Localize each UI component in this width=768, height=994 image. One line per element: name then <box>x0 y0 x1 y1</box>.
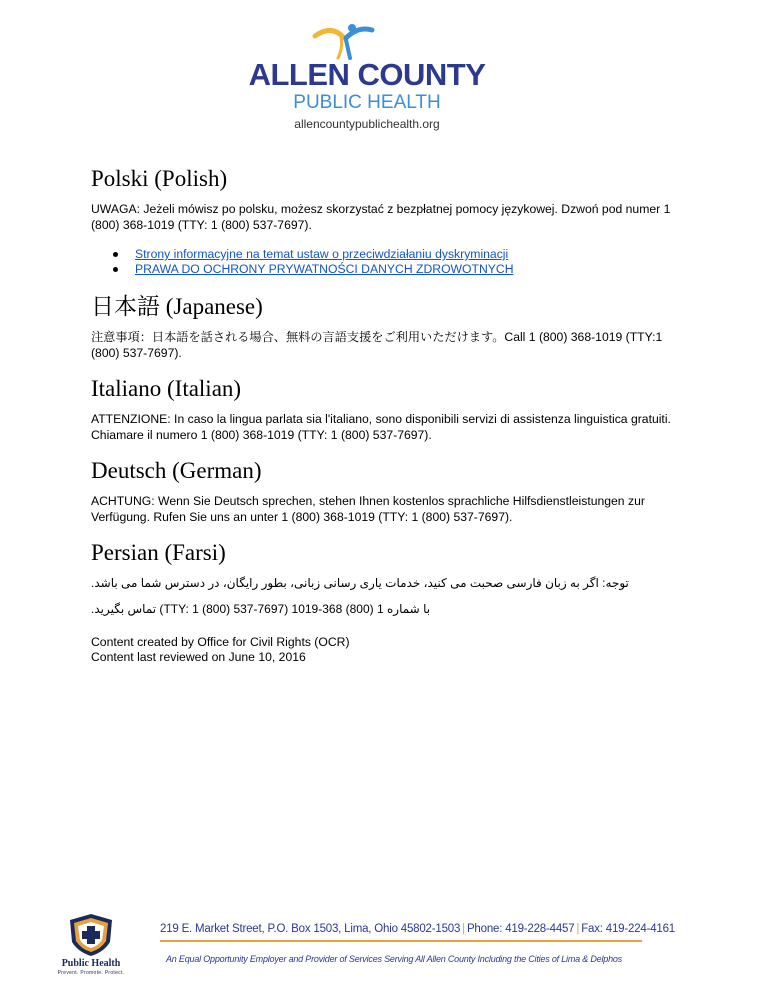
link-health-privacy[interactable]: PRAWA DO OCHRONY PRYWATNOŚCI DANYCH ZDROWOTNYCH <box>135 262 514 276</box>
section-text-german: ACHTUNG: Wenn Sie Deutsch sprechen, stehen Ihnen kostenlos sprachliche Hilfsdienstleistungen zur Verfügung. Rufen Sie uns an unter 1 (800) 368-1019 (TTY: 1 (800) 537-7697). <box>91 494 645 524</box>
footer-logo <box>56 912 126 982</box>
section-title-japanese: 日本語 (Japanese) <box>91 294 263 319</box>
section-text-japanese: 注意事項：日本語を話される場合、無料の言語支援をご利用いただけます。Call 1 (800) 368-1019 (TTY:1 (800) 537-7697). <box>91 330 663 360</box>
bullet-icon <box>113 267 118 272</box>
section-text-italian: ATTENZIONE: In caso la lingua parlata sia l'italiano, sono disponibili servizi di assistenza linguistica gratuiti. Chiamare il numero 1 (800) 368-1019 (TTY: 1 (800) 537-7697). <box>91 412 671 442</box>
footer-logo-text: Public Health <box>61 958 121 969</box>
org-name: ALLEN COUNTY <box>248 57 486 92</box>
shield-cross-icon <box>56 912 126 958</box>
footer-eoe-statement: An Equal Opportunity Employer and Provider of Services Serving All Allen County Including the Cities of Lima & Delphos <box>166 954 622 964</box>
org-logo <box>222 22 522 131</box>
credit-created-by: Content created by Office for Civil Rights (OCR) <box>91 635 350 649</box>
main-content <box>91 165 681 665</box>
footer-divider <box>160 940 642 942</box>
footer-contact-line: 219 E. Market Street, P.O. Box 1503, Lima, Ohio 45802-1503 | Phone: 419-228-4457 | Fax: 419-224-4161 <box>160 923 675 935</box>
org-subtitle: PUBLIC HEALTH <box>293 92 441 113</box>
section-title-polish: Polski (Polish) <box>91 166 228 191</box>
person-figure-icon <box>310 22 380 62</box>
section-text-persian-line1: توجه: اگر به زبان فارسی صحبت می کنید، خدمات یاری رسانی زبانی، بطور رایگان، در دسترس شما می باشد. <box>91 576 629 590</box>
footer-fax: Fax: 419-224-4161 <box>581 923 675 935</box>
list-item <box>135 262 681 277</box>
polish-links-list <box>91 247 681 277</box>
org-url: allencountypublichealth.org <box>294 117 440 131</box>
section-text-polish: UWAGA: Jeżeli mówisz po polsku, możesz skorzystać z bezpłatnej pomocy językowej. Dzwoń pod numer 1 (800) 368-1019 (TTY: 1 (800) 537-7697). <box>91 202 671 232</box>
footer-phone: Phone: 419-228-4457 <box>466 923 575 935</box>
link-antidiscrimination[interactable]: Strony informacyjne na temat ustaw o przeciwdziałaniu dyskryminacji <box>135 247 509 261</box>
footer-logo-tagline: Prevent. Promote. Protect. <box>57 970 125 976</box>
bullet-icon <box>113 252 118 257</box>
section-title-german: Deutsch (German) <box>91 458 262 483</box>
section-title-persian: Persian (Farsi) <box>91 540 226 565</box>
credits <box>91 635 681 665</box>
list-item <box>135 247 681 262</box>
credit-reviewed-on: Content last reviewed on June 10, 2016 <box>91 650 306 664</box>
section-text-persian-line2: با شماره 1 (800) 368-1019 (TTY: 1 (800) 537-7697) تماس بگیرید. <box>91 602 431 616</box>
footer-address: 219 E. Market Street, P.O. Box 1503, Lima, Ohio 45802-1503 <box>160 923 461 935</box>
section-title-italian: Italiano (Italian) <box>91 376 242 401</box>
